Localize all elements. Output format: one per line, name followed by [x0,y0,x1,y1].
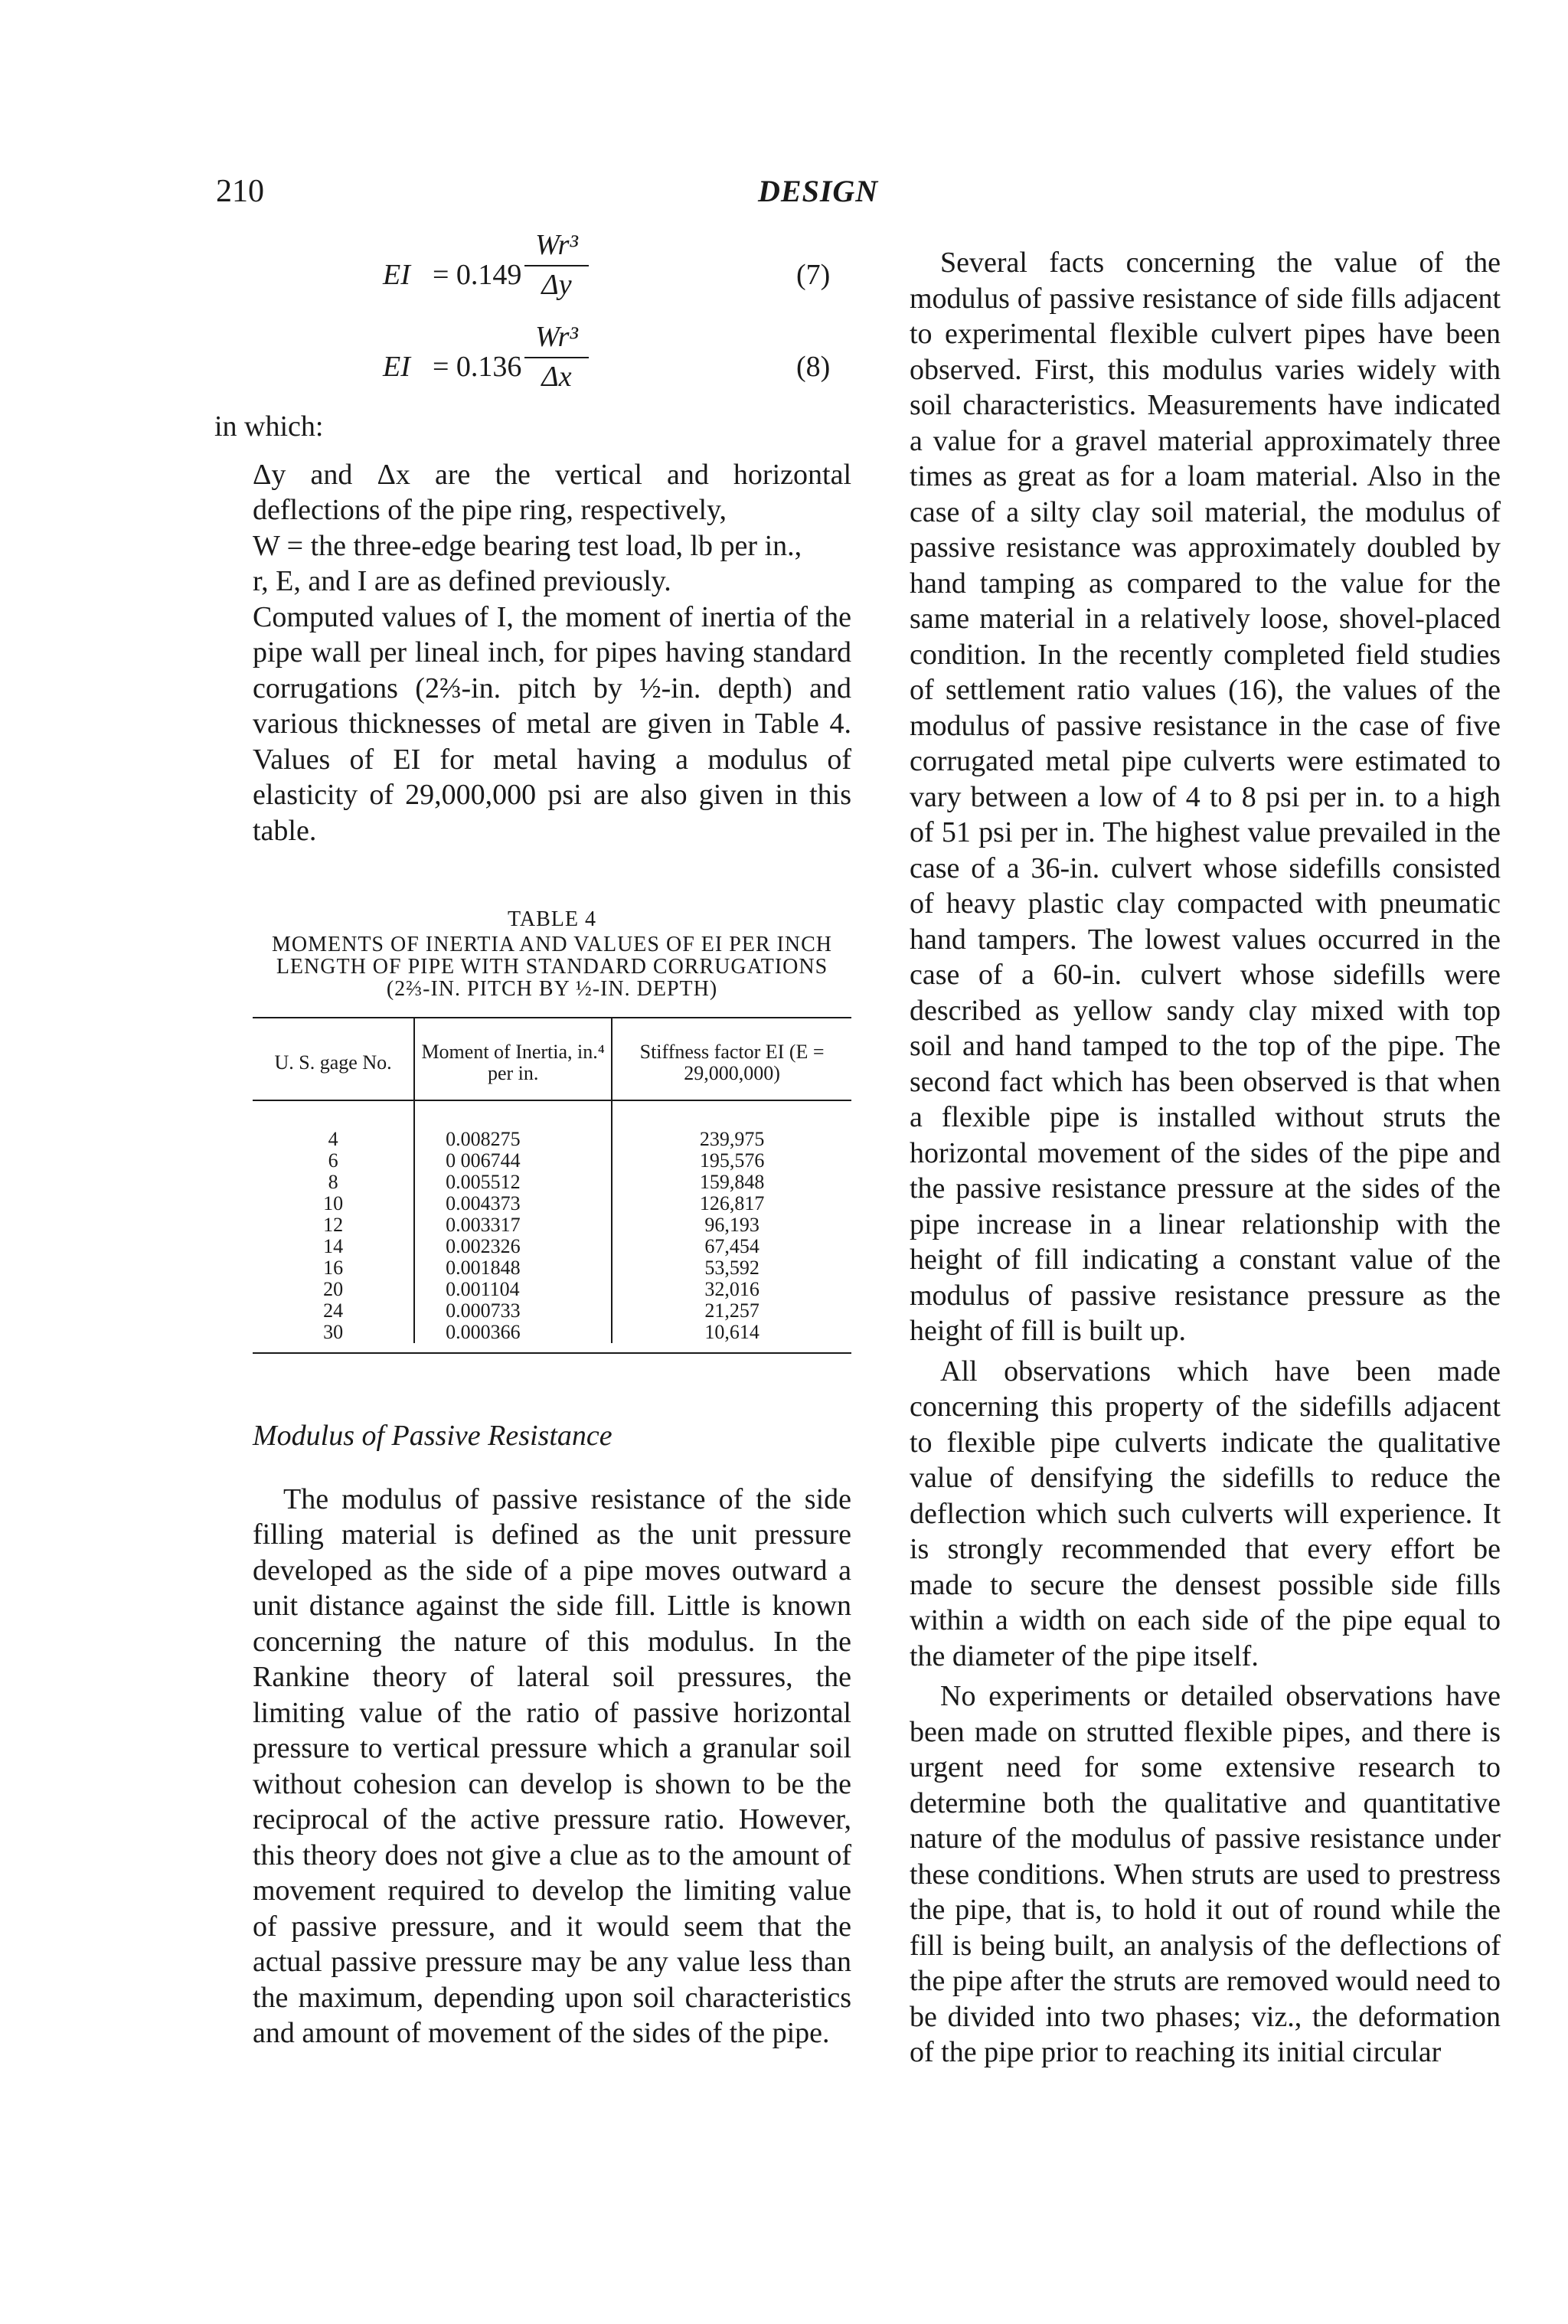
table-row [253,1150,851,1172]
table-cell-stiffness: 126,817 [612,1193,851,1214]
eq8-lhs: EI [383,351,410,383]
table-cell-inertia: 0.002326 [414,1236,612,1257]
table-cell-stiffness: 239,975 [612,1100,851,1150]
in-which-label: in which: [214,410,324,443]
table-cell-gage: 30 [323,1321,344,1343]
table-body [253,1100,851,1343]
eq8-number: (8) [796,351,831,383]
table-cell-gage: 4 [328,1128,338,1150]
table-row [253,1279,851,1300]
eq7-fraction-bar [524,265,589,266]
table-cell-stiffness: 32,016 [612,1279,851,1300]
table-4 [253,1017,851,1354]
table-row [253,1322,851,1343]
table-row [253,1172,851,1193]
eq7-number: (7) [796,259,831,291]
eq8-fraction [524,322,589,392]
eq7-numerator: Wr³ [535,229,578,261]
table-label: TABLE 4 [508,907,596,931]
table-cell-inertia: 0 006744 [414,1150,612,1172]
left-column [214,229,851,2051]
eq8-numerator: Wr³ [535,321,578,353]
table-cell-stiffness: 96,193 [612,1214,851,1236]
table-header-inertia: Moment of Inertia, in.⁴ per in. [414,1018,612,1100]
table-cell-gage: 20 [323,1278,344,1300]
table-cell-inertia: 0.008275 [414,1100,612,1150]
table-header-stiffness: Stiffness factor EI (E = 29,000,000) [612,1018,851,1100]
table-row [253,1214,851,1236]
table-cell-stiffness: 53,592 [612,1257,851,1279]
running-head: DESIGN [758,174,879,208]
table-cell-inertia: 0.001848 [414,1257,612,1279]
equation-8 [253,322,851,413]
table-row [253,1236,851,1257]
paragraph-modulus-definition: The modulus of passive resistance of the side filling material is defined as the unit pressure developed as the side of a pipe moves outward a unit distance against the side fill. Little is known concerning the nature of this modulus. In the Rankine theory of lateral soil pressures, the limiting value of the ratio of passive horizontal pressure to vertical pressure which a granular soil without cohesion can develop is shown to be the reciprocal of the active pressure ratio. However, this theory does not give a clue as to the amount of movement required to develop the limiting value of passive pressure, and it would seem that the actual passive pressure may be any value less than the maximum, depending upon soil characteristics and amount of movement of the sides of the pipe. [253,1482,851,2049]
eq7-lhs: EI [383,259,410,291]
table-row [253,1257,851,1279]
table-title: MOMENTS OF INERTIA AND VALUES OF EI PER INCH LENGTH OF PIPE WITH STANDARD CORRUGATIONS (2⅔-IN. PITCH BY ½-IN. DEPTH) [271,933,832,1001]
table-cell-inertia: 0.005512 [414,1172,612,1193]
table-row [253,1193,851,1214]
table-cell-stiffness: 21,257 [612,1300,851,1322]
eq7-fraction [524,230,589,300]
table-row [253,1300,851,1322]
definition-deflections: Δy and Δx are the vertical and horizontal deflections of the pipe ring, respectively, [253,458,851,526]
table-cell-inertia: 0.003317 [414,1214,612,1236]
eq8-equals: = 0.136 [433,351,522,383]
table-cell-gage: 24 [323,1299,344,1322]
table-cell-gage: 8 [328,1171,338,1193]
table-cell-inertia: 0.004373 [414,1193,612,1214]
table-cell-stiffness: 10,614 [612,1322,851,1343]
eq8-fraction-bar [524,357,589,358]
eq7-equals: = 0.149 [433,259,522,291]
table-cell-stiffness: 159,848 [612,1172,851,1193]
table-cell-inertia: 0.000733 [414,1300,612,1322]
right-column [910,245,1501,2071]
table-cell-inertia: 0.000366 [414,1322,612,1343]
table-row [253,1100,851,1150]
eq8-denominator: Δx [541,361,572,393]
table-cell-gage: 6 [328,1149,338,1172]
table-cell-gage: 14 [323,1235,344,1257]
table-bottom-rule [253,1352,851,1354]
table-cell-stiffness: 67,454 [612,1236,851,1257]
page-number: 210 [216,174,264,209]
definition-symbols: r, E, and I are as defined previously. [253,565,671,597]
paragraph-observed-facts: Several facts concerning the value of the modulus of passive resistance of side fills adjacent to experimental flexible culvert pipes have been observed. First, this modulus varies widely with soil characteristics. Measurements have indicated a value for a gravel material approximately three times as great as for a loam material. Also in the case of a silty clay soil material, the modulus of passive resistance was approximately doubled by hand tamping as compared to the value for the same material in a relatively loose, shovel-placed condition. In the recently completed field studies of settlement ratio values (16), the values of the modulus of passive resistance in the case of five corrugated metal pipe culverts were estimated to vary between a low of 4 to 8 psi per in. to a high of 51 psi per in. The highest value prevailed in the case of a 36-in. culvert whose sidefills consisted of heavy plastic clay compacted with pneumatic hand tampers. The lowest values occurred in the case of a 60-in. culvert whose sidefills were described as yellow sandy clay mixed with top soil and hand tamped to the top of the pipe. The second fact which has been observed is that when a flexible pipe is installed without struts the horizontal movement of the sides of the pipe and the passive resistance pressure at the sides of the pipe increase in a linear relationship with the height of fill indicating a constant value of the modulus of passive resistance pressure as the height of fill is built up. [910,247,1501,1347]
table-cell-gage: 16 [323,1257,344,1279]
table-cell-stiffness: 195,576 [612,1150,851,1172]
section-heading: Modulus of Passive Resistance [253,1420,612,1452]
paragraph-moment-of-inertia: Computed values of I, the moment of inertia of the pipe wall per lineal inch, for pipes having standard corrugations (2⅔-in. pitch by ½-in. depth) and various thicknesses of metal are given in Table 4. Values of EI for metal having a modulus of elasticity of 29,000,000 psi are also given in this table. [253,600,851,847]
table-header-gage: U. S. gage No. [274,1051,392,1074]
table-cell-gage: 10 [323,1192,344,1214]
table-cell-gage: 12 [323,1214,344,1236]
table-cell-inertia: 0.001104 [414,1279,612,1300]
equation-7 [253,230,851,322]
paragraph-densifying: All observations which have been made concerning this property of the sidefills adjacent to flexible pipe culverts indicate the qualitative value of densifying the sidefills to reduce the deflection which such culverts will experience. It is strongly recommended that every effort be made to secure the densest possible side fills within a width on each side of the pipe equal to the diameter of the pipe itself. [910,1355,1501,1672]
paragraph-strutted-pipes: No experiments or detailed observations have been made on strutted flexible pipes, and there is urgent need for some extensive research to determine both the qualitative and quantitative nature of the modulus of passive resistance under these conditions. When struts are used to prestress the pipe, that is, to hold it out of round while the fill is being built, an analysis of the deflections of the pipe after the struts are removed would need to be divided into two phases; viz., the deformation of the pipe prior to reaching its initial circular [910,1680,1501,2068]
eq7-denominator: Δy [541,269,572,301]
definition-load: W = the three-edge bearing test load, lb per in., [253,529,802,562]
